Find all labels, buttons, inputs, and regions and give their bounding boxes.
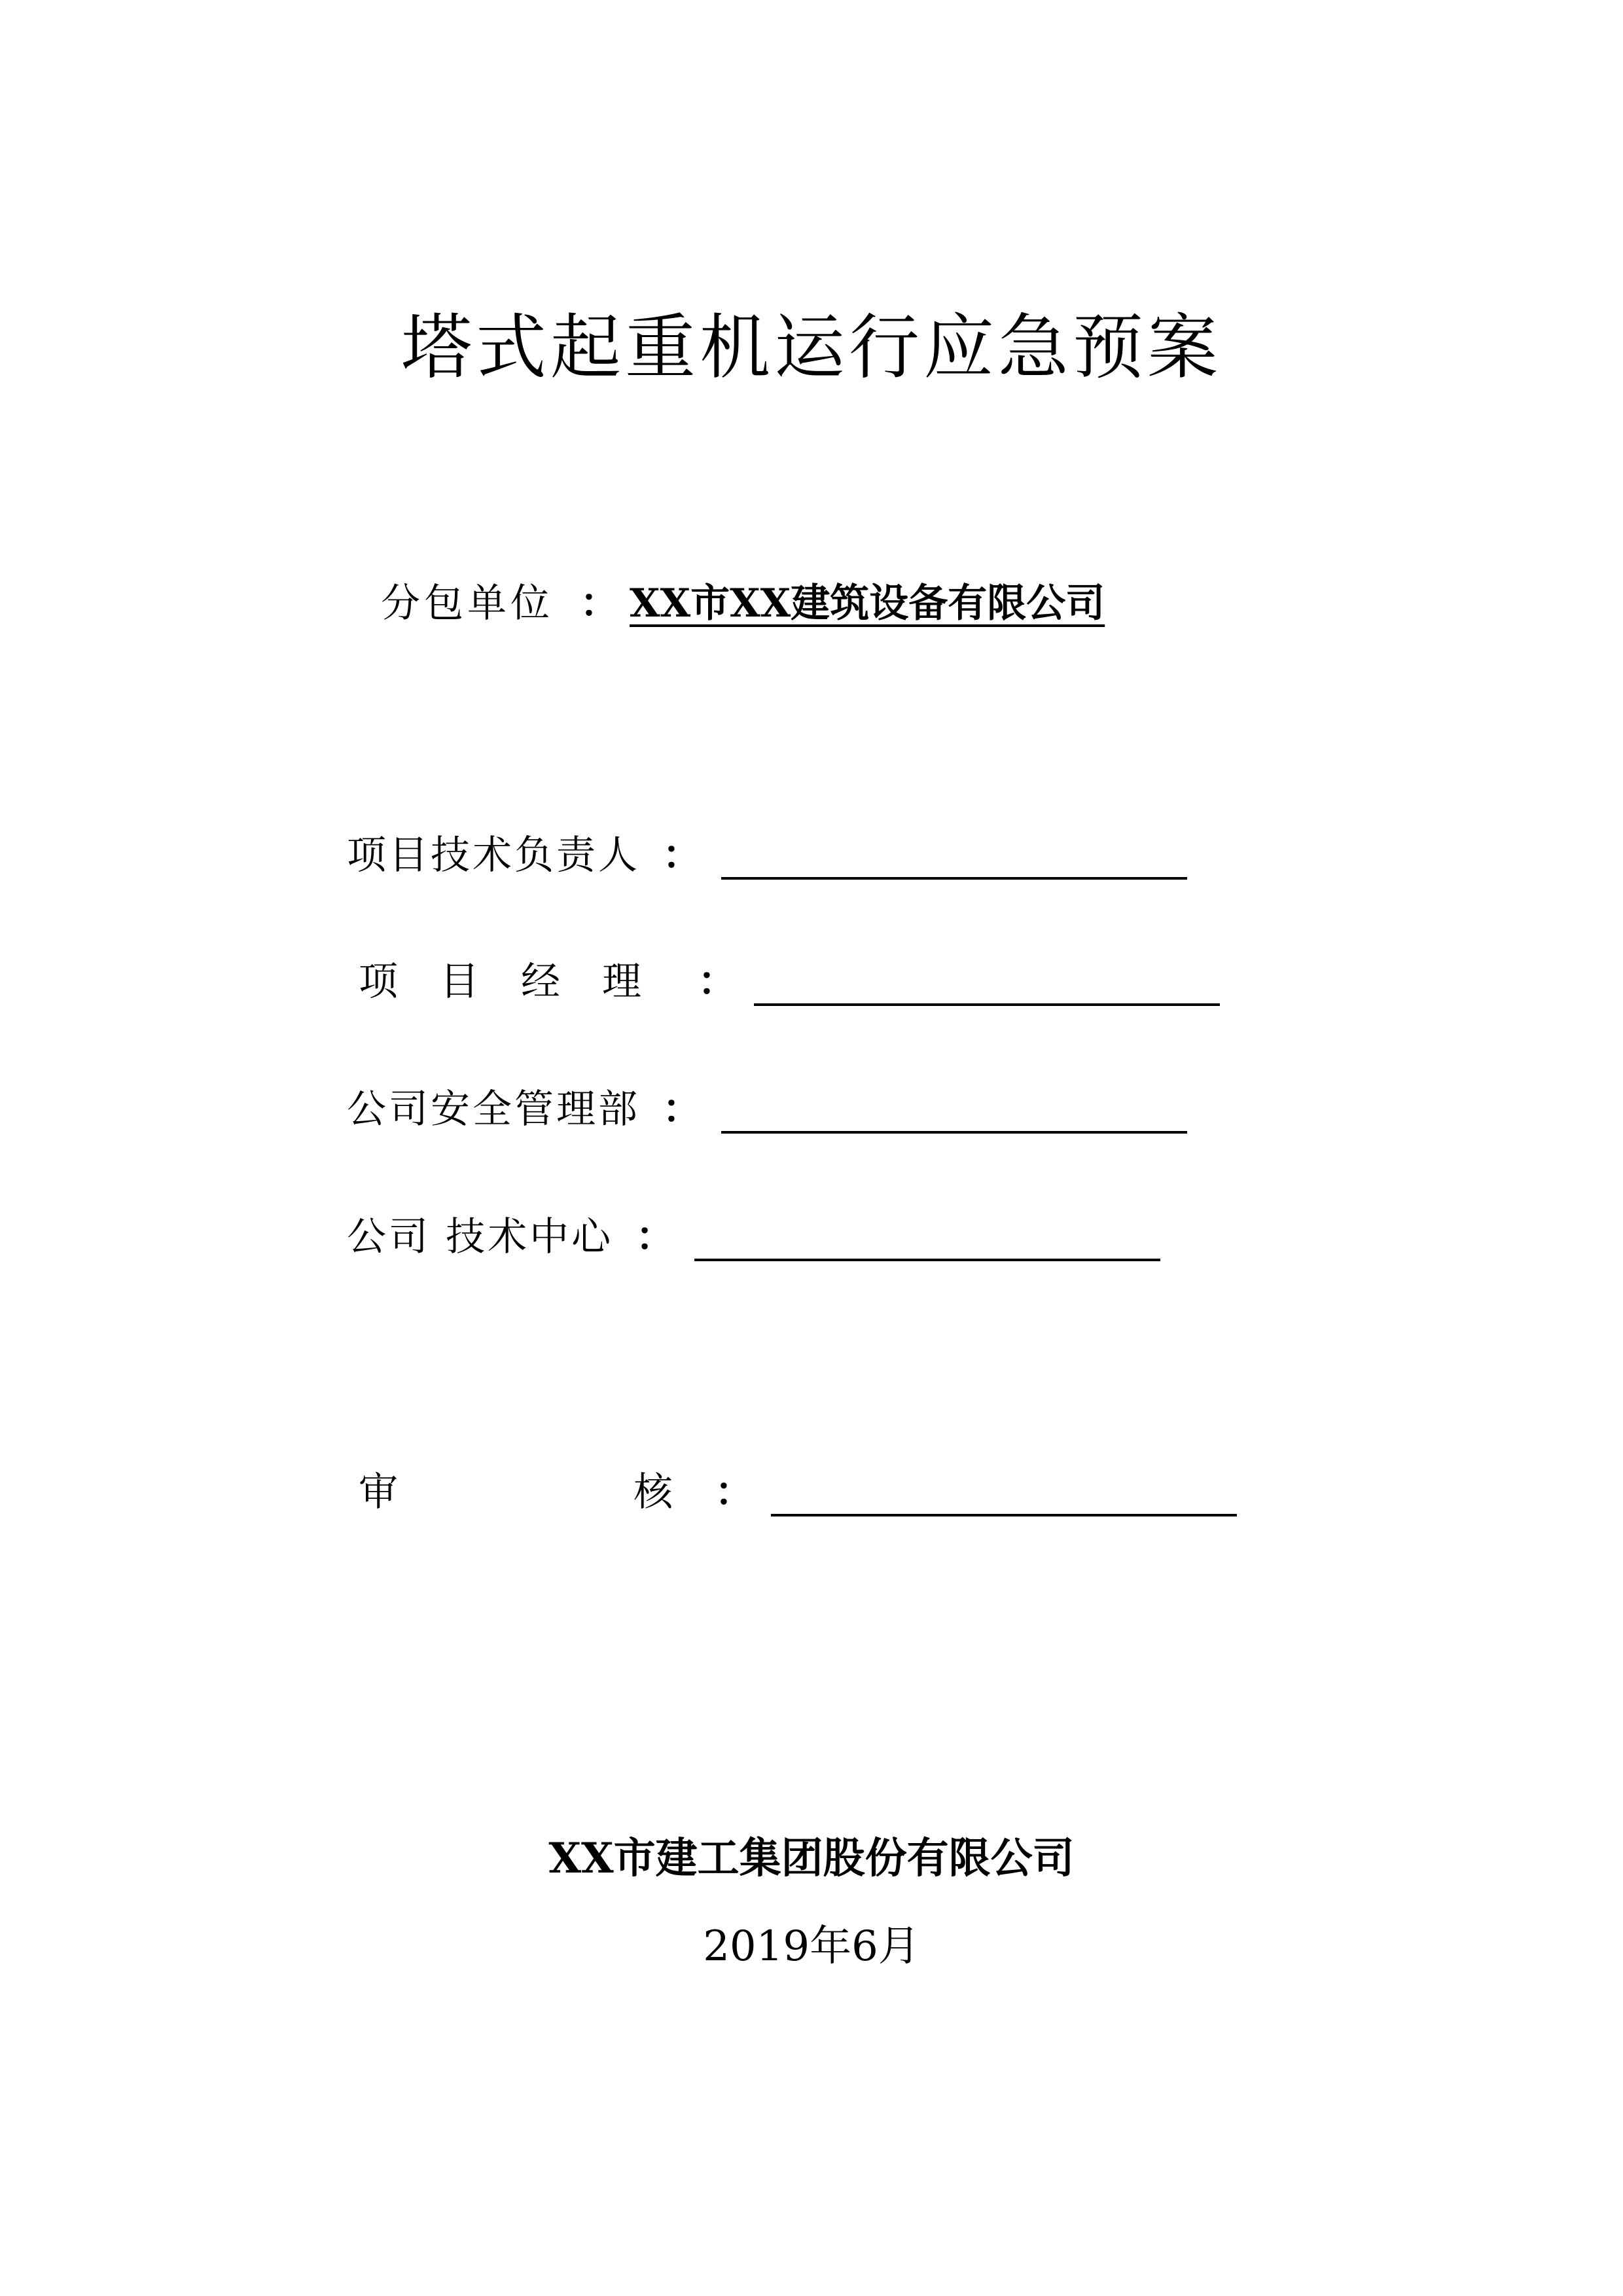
signature-row-review (359, 1463, 1237, 1522)
signature-colon: ： (635, 1214, 675, 1260)
signature-colon: ： (715, 1469, 754, 1515)
signature-line[interactable] (694, 1213, 1160, 1261)
signature-label: 公司 技术中心 (347, 1214, 614, 1260)
document-date: 2019年6月 (703, 1922, 920, 1971)
company-name: XX市建工集团股份有限公司 (548, 1834, 1075, 1883)
signature-row-safety-dept (347, 1080, 1187, 1139)
signature-row-tech-center (347, 1208, 1160, 1266)
review-label-left: 审 (359, 1469, 401, 1515)
signature-row-tech-lead (347, 826, 1187, 885)
signature-label: 公司安全管理部 (347, 1086, 640, 1132)
subcontractor-colon: ： (580, 581, 619, 626)
document-title: 塔式起重机运行应急预案 (401, 307, 1222, 389)
signature-colon: ： (698, 959, 737, 1005)
subcontractor-row (381, 571, 1105, 636)
review-label-right: 核 (633, 1469, 675, 1515)
signature-line[interactable] (754, 958, 1220, 1006)
signature-line[interactable] (771, 1468, 1237, 1516)
signature-label: 项目技术负责人 (347, 833, 640, 878)
signature-row-project-manager (359, 952, 1220, 1011)
signature-label: 项目经理 (359, 959, 683, 1005)
signature-line[interactable] (721, 831, 1187, 880)
signature-colon: ： (662, 1086, 702, 1132)
subcontractor-value: XX市XX建筑设备有限公司 (630, 581, 1105, 626)
subcontractor-label: 分包单位 (381, 581, 554, 626)
signature-colon: ： (662, 833, 702, 878)
signature-line[interactable] (721, 1085, 1187, 1134)
